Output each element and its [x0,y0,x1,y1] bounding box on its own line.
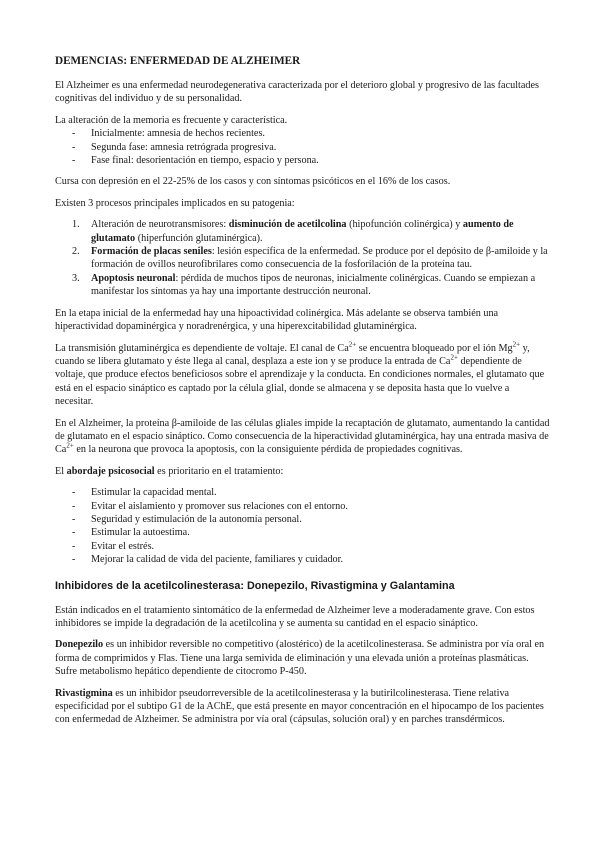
item-number: 1. [72,219,80,231]
item-bold: Apoptosis neuronal [91,272,176,284]
document-content [55,54,550,735]
list-item [55,245,550,272]
approach-list [55,486,550,566]
list-item: - Estimular la capacidad mental. [55,486,550,499]
item-text: : lesión específica de la enfermedad. Se produce por el depósito de β-amiloide y la formación de ovillos neurofibrilares como consecuencia de la fosforilación de la proteína tau. [91,246,548,271]
memory-intro: La alteración de la memoria es frecuente y característica. [55,114,288,126]
text-run: En el Alzheimer, la proteína β-amiloide de las células gliales impide la recaptación de glutamato, aumentando la cantidad de glutamato en el espacio sináptico. Como consecuencia de la hiperactividad glutaminérgica, hay una entrada masiva de Ca [55,417,550,456]
processes-intro: Existen 3 procesos principales implicados en su patogenia: [55,197,295,209]
text-run: es prioritario en el tratamiento: [154,465,284,477]
document-title: DEMENCIAS: ENFERMEDAD DE ALZHEIMER [55,55,301,67]
item-number: 3. [72,272,80,284]
item-bold: Formación de placas seniles [91,246,212,258]
list-item: - Mejorar la calidad de vida del paciente, familiares y cuidador. [55,553,550,566]
list-item: - Segunda fase: amnesia retrógrada progresiva. [55,141,550,154]
initial-stage-paragraph: En la etapa inicial de la enfermedad hay una hipoactividad colinérgica. Más adelante se observa también una hiperactividad dopaminérgica y noradrenérgica, y una hiperexcitabilidad glutaminérgica. [55,307,499,333]
item-text: (hipofunción colinérgica) y [346,219,463,231]
list-item [55,218,550,245]
list-item: - Evitar el aislamiento y promover sus relaciones con el entorno. [55,500,550,513]
text-run: El [55,465,67,477]
list-item: - Seguridad y estimulación de la autonomía personal. [55,513,550,526]
donepezilo-paragraph [55,638,550,678]
approach-paragraph [55,465,550,478]
indications-paragraph: Están indicados en el tratamiento sintomático de la enfermedad de Alzheimer leve a moderadamente grave. Con estos inhibidores se impide la degradación de la acetilcolina y se aumenta su cantidad en el espacio sináptico. [55,604,535,629]
text-bold: abordaje psicosocial [66,465,155,477]
item-text: : pérdida de muchos tipos de neuronas, inicialmente colinérgicas. Cuando se empiezan a manifestar los síntomas ya hay una importante destrucción neuronal. [91,272,536,298]
text-bold: Rivastigmina [55,687,113,699]
list-item: - Inicialmente: amnesia de hechos recientes. [55,127,550,140]
item-bold: disminución de acetilcolina [228,219,347,231]
superscript: 2+ [512,340,521,349]
memory-phases-list [55,127,550,167]
text-run: dependiente de voltaje, que produce efectos beneficiosos sobre el aprendizaje y la conducta. En condiciones normales, el glutamato que está en el espacio sináptico es captado por la célula glial, donde se almacena y se deposita hasta que lo vuelve a necesitar. [55,355,545,408]
text-run: es un inhibidor reversible no competitivo (alostérico) de la acetilcolinesterasa. Se administra por vía oral en forma de comprimidos y Flas. Tiene una larga semivida de eliminación y una elevada unión a proteínas plasmáticas. Sufre metabolismo hepático dependiente de citocromo P-450. [55,639,545,678]
superscript: 2+ [66,441,74,450]
text-run: se encuentra bloqueado por el ión Mg [356,342,513,354]
text-run: en la neurona que provoca la apoptosis, con la consiguiente pérdida de propiedades cognitivas. [73,444,463,456]
list-item: - Fase final: desorientación en tiempo, espacio y persona. [55,154,550,167]
superscript: 2+ [348,340,357,349]
glutamate-paragraph [55,342,550,409]
text-run: La transmisión glutaminérgica es dependiente de voltaje. El canal de Ca [55,342,349,354]
item-text: Alteración de neurotransmisores: [91,219,229,231]
text-bold: Donepezilo [55,639,104,651]
list-item: - Estimular la autoestima. [55,526,550,539]
item-bold: aumento de glutamato [91,219,514,244]
section-heading: Inhibidores de la acetilcolinesterasa: Donepezilo, Rivastigmina y Galantamina [55,579,455,592]
list-item [55,272,550,299]
beta-amyloid-paragraph [55,417,550,457]
superscript: 2+ [450,353,458,362]
text-run: es un inhibidor pseudorreversible de la acetilcolinesterasa y la butirilcolinesterasa. Tiene relativa especificidad por el subtipo G1 de la AChE, que está presente en mayor concentración en el hipocampo de los pacientes con enfermedad de Alzheimer. Se administra por vía oral (cápsulas, solución oral) y en parches transdérmicos. [55,687,544,726]
item-number: 2. [72,246,80,258]
depression-paragraph: Cursa con depresión en el 22-25% de los casos y con síntomas psicóticos en el 16% de los casos. [55,176,451,188]
list-item: - Evitar el estrés. [55,540,550,553]
item-text: (hiperfunción glutaminérgica). [135,232,263,244]
intro-paragraph: El Alzheimer es una enfermedad neurodegenerativa caracterizada por el deterioro global y progresivo de las facultades cognitivas del individuo y de su personalidad. [55,80,539,105]
text-run: y, cuando se libera glutamato y éste llega al canal, desplaza a este ion y se produce la entrada de Ca [55,342,530,367]
processes-list [55,218,550,298]
rivastigmina-paragraph [55,687,550,727]
